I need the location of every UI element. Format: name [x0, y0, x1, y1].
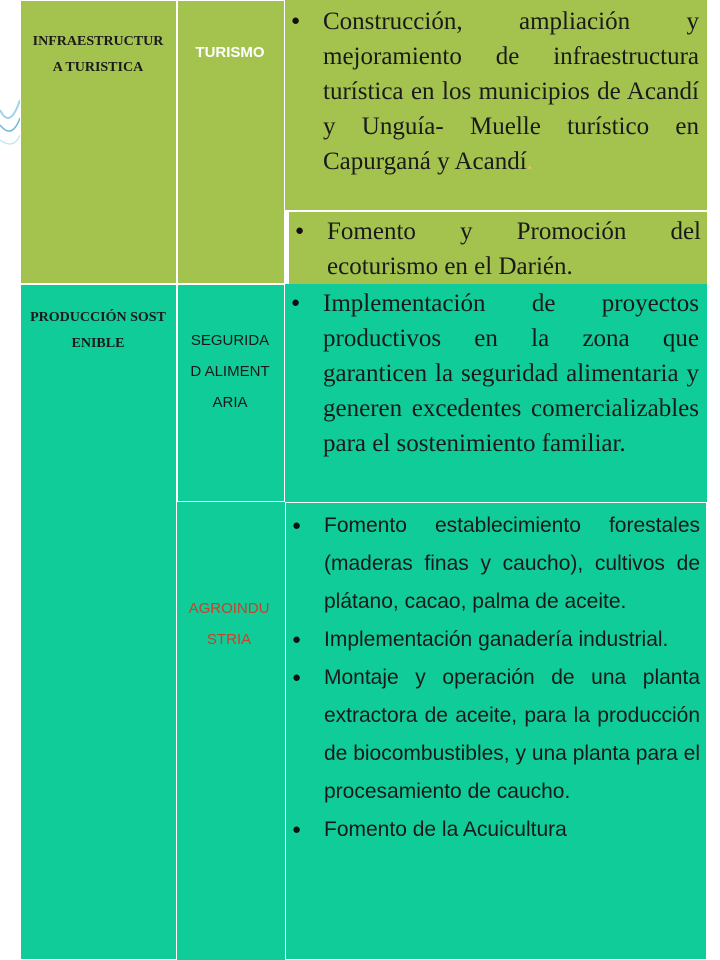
row2-subcategory-cell	[177, 284, 285, 502]
list-item: ● Fomento y Promoción del ecoturismo en el Darién.	[289, 214, 701, 284]
list-item: ● Fomento establecimiento forestales (maderas finas y caucho), cultivos de plátano, cacao, palma de aceite.	[286, 507, 700, 621]
bullet-dot-icon: ●	[292, 517, 302, 534]
bullet-dot-icon: ●	[292, 631, 302, 648]
list-item: ● Implementación de proyectos productivos en la zona que garanticen la seguridad alimentaria y generen excedentes comercializables para el sostenimiento familiar.	[285, 286, 699, 461]
list-item: ● Construcción, ampliación y mejoramiento de infraestructura turística en los municipios de Acandí y Unguía- Muelle turístico en Capurganá y Acandí.	[285, 4, 699, 179]
subcategory-turismo: TURISMO	[195, 44, 265, 61]
bullet-dot-icon: ●	[292, 821, 302, 838]
row3-subcategory-cell	[177, 502, 285, 960]
row1-subcategory-cell	[177, 0, 285, 284]
row2-category-cell	[20, 284, 177, 960]
bullet-dot-icon: ●	[292, 669, 302, 686]
list-item: ● Montaje y operación de una planta extractora de aceite, para la producción de biocombustibles, y una planta para el procesamiento de caucho.	[286, 659, 700, 811]
category-infraestructura: INFRAESTRUCTURA TURISTICA	[32, 34, 164, 75]
bullet-dot-icon: ●	[295, 223, 305, 239]
subcategory-seguridad: SEGURIDAD ALIMENTARIA	[190, 332, 270, 411]
subcategory-agroindustria: AGROINDUSTRIA	[188, 600, 270, 648]
decorative-streaks	[0, 0, 20, 960]
row2-item-cell	[285, 284, 707, 502]
row1-category-cell	[20, 0, 177, 284]
category-produccion: PRODUCCIÓN SOSTENIBLE	[30, 310, 166, 351]
row1-item1-cell	[285, 0, 707, 210]
row3-items-cell	[285, 502, 707, 960]
bullet-dot-icon: ●	[291, 13, 301, 29]
row1-item2-cell	[287, 212, 707, 284]
bullet-dot-icon: ●	[291, 295, 301, 311]
list-item: ● Fomento de la Acuicultura	[286, 811, 700, 849]
list-item: ● Implementación ganadería industrial.	[286, 621, 700, 659]
